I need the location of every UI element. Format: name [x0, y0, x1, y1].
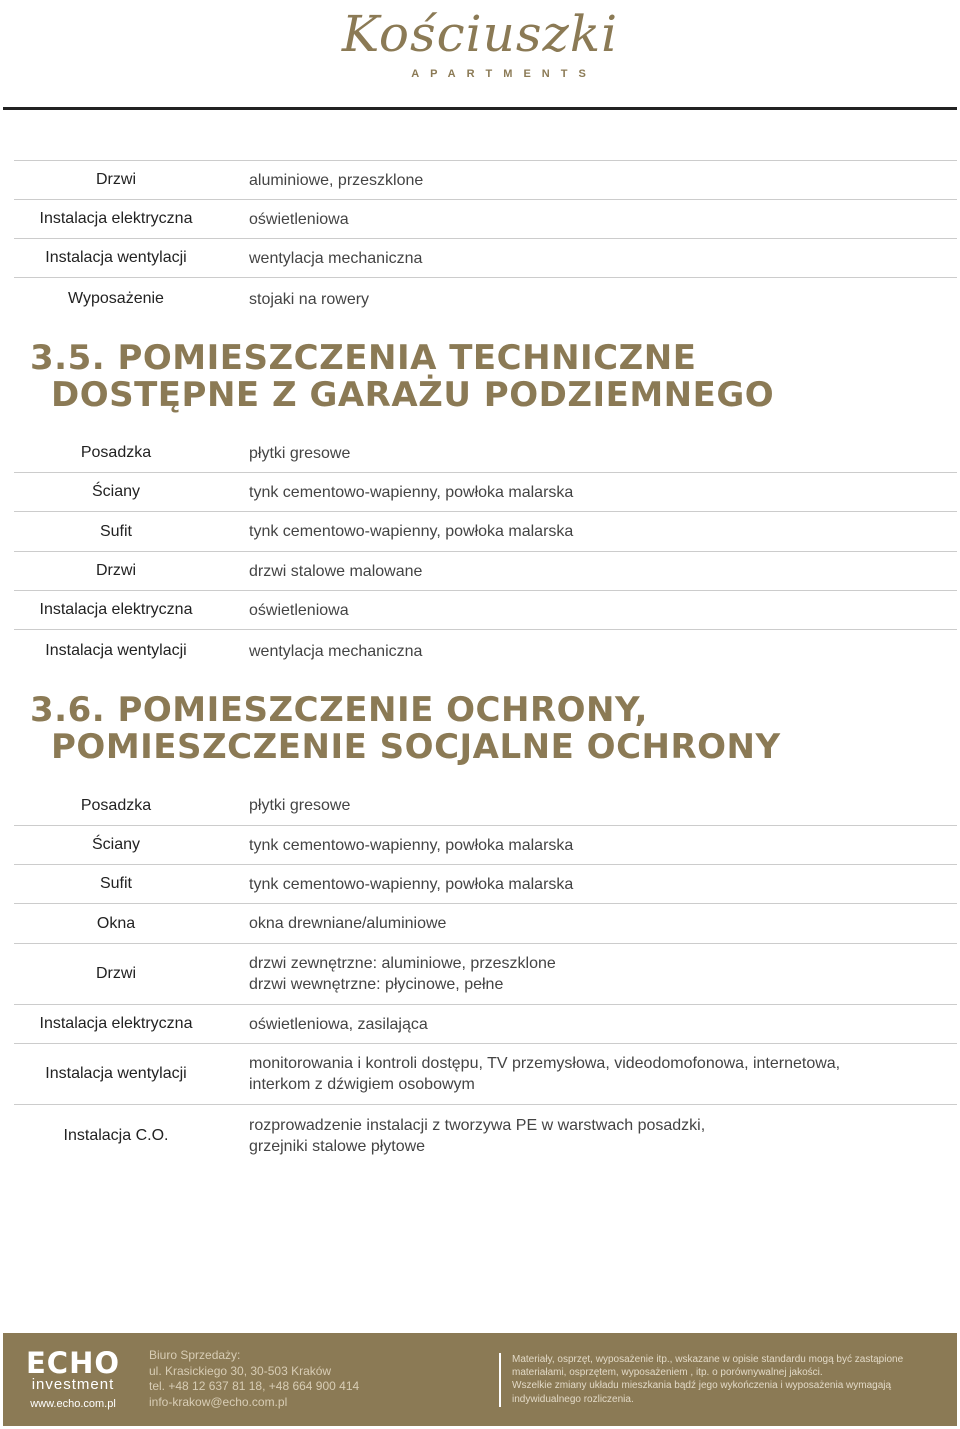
row-value-line: rozprowadzenie instalacji z tworzywa PE w warstwach posadzki,: [249, 1117, 706, 1134]
table-row: [14, 591, 957, 630]
row-value-line: monitorowania i kontroli dostępu, TV przemysłowa, videodomofonowa, internetowa,: [249, 1055, 841, 1072]
row-value: oświetleniowa, zasilająca: [249, 1015, 428, 1033]
row-value: okna drewniane/aluminiowe: [249, 915, 447, 932]
row-value-line: drzwi wewnętrzne: płycinowe, pełne: [249, 976, 504, 993]
table-row: [14, 826, 957, 865]
disclaimer-line: materiałami, osprzętem, wyposażeniem , itp. o porównywalnej jakości.: [512, 1367, 823, 1379]
spec-table-technical-rooms: [14, 434, 957, 672]
row-value: oświetleniowa: [249, 210, 349, 228]
table-row: [14, 434, 957, 473]
row-value-line: grzejniki stalowe płytowe: [249, 1138, 426, 1155]
section-title-line: 3.6. POMIESZCZENIE OCHRONY,: [30, 690, 648, 730]
section-title-3-5: [30, 340, 774, 414]
echo-logo-wordmark: ECHO: [25, 1346, 121, 1380]
row-value: drzwi stalowe malowane: [249, 562, 423, 580]
row-label: Instalacja C.O.: [63, 1127, 169, 1144]
row-value: aluminiowe, przeszklone: [249, 171, 424, 189]
row-value: [218, 1053, 840, 1095]
row-label: Posadzka: [80, 796, 152, 814]
footer-divider: [499, 1353, 501, 1407]
table-row: [14, 160, 957, 200]
table-row: [14, 473, 957, 512]
row-label: Sufit: [99, 875, 132, 892]
table-row: [14, 512, 957, 552]
row-label: Okna: [96, 914, 136, 932]
spec-table-garage: [14, 160, 957, 320]
disclaimer-line: Wszelkie zmiany układu mieszkania bądź jego wykończenia i wyposażenia wymagają: [512, 1380, 892, 1392]
echo-website-link[interactable]: www.echo.com.pl: [30, 1398, 116, 1410]
sales-office-contact: [149, 1348, 359, 1410]
row-label: Ściany: [91, 836, 141, 853]
row-label: Wyposażenie: [68, 290, 164, 307]
logo-subtitle: APARTMENTS: [411, 68, 597, 80]
footer-bar: [3, 1333, 957, 1426]
disclaimer-line: Materiały, osprzęt, wyposażenie itp., wskazane w opisie standardu mogą być zastąpione: [512, 1354, 904, 1365]
row-value: płytki gresowe: [249, 444, 351, 462]
row-value: tynk cementowo-wapienny, powłoka malarska: [249, 836, 574, 854]
table-row: [14, 200, 957, 239]
contact-address: ul. Krasickiego 30, 30-503 Kraków: [149, 1363, 332, 1378]
contact-email[interactable]: info-krakow@echo.com.pl: [149, 1394, 288, 1409]
header-divider: [3, 107, 957, 110]
row-value: płytki gresowe: [249, 797, 351, 814]
table-row: [14, 630, 957, 672]
row-label: Drzwi: [96, 562, 136, 579]
table-row: [14, 1044, 957, 1105]
table-row: [14, 278, 957, 320]
row-value: tynk cementowo-wapienny, powłoka malarska: [249, 483, 574, 501]
row-value-line: interkom z dźwigiem osobowym: [249, 1076, 475, 1093]
logo-script: Kościuszki: [341, 5, 619, 63]
row-value: tynk cementowo-wapienny, powłoka malarska: [249, 523, 574, 540]
row-label: Instalacja elektryczna: [39, 1015, 193, 1032]
spec-table-security-room: [14, 786, 957, 1167]
row-label: Instalacja wentylacji: [45, 249, 187, 266]
table-row: [14, 786, 957, 826]
row-value: [218, 953, 556, 995]
table-row: [14, 944, 957, 1005]
section-title-line: DOSTĘPNE Z GARAŻU PODZIEMNEGO: [51, 375, 775, 415]
table-row: [14, 552, 957, 591]
row-value: wentylacja mechaniczna: [249, 642, 423, 660]
section-title-line: 3.5. POMIESZCZENIA TECHNICZNE: [30, 338, 697, 378]
row-label: Instalacja wentylacji: [45, 642, 187, 659]
row-label: Sufit: [99, 522, 132, 540]
row-label: Drzwi: [96, 965, 136, 982]
disclaimer: [512, 1353, 942, 1406]
row-value: wentylacja mechaniczna: [249, 249, 423, 267]
row-value: [218, 1115, 705, 1157]
table-row: [14, 865, 957, 904]
table-row: [14, 1005, 957, 1044]
row-value: oświetleniowa: [249, 601, 349, 619]
table-row: [14, 904, 957, 944]
section-title-line: POMIESZCZENIE SOCJALNE OCHRONY: [51, 727, 781, 767]
contact-phone: tel. +48 12 637 81 18, +48 664 900 414: [149, 1379, 360, 1393]
table-row: [14, 239, 957, 278]
row-value-line: drzwi zewnętrzne: aluminiowe, przeszklone: [249, 955, 556, 972]
row-label: Ściany: [91, 483, 141, 500]
table-row: [14, 1105, 957, 1167]
row-value: stojaki na rowery: [249, 290, 370, 308]
row-label: Instalacja wentylacji: [45, 1065, 187, 1082]
echo-investment-logo: [23, 1346, 123, 1413]
row-label: Posadzka: [80, 444, 152, 461]
echo-logo-subtitle: investment: [31, 1376, 115, 1393]
disclaimer-line: indywidualnego rozliczenia.: [512, 1393, 634, 1405]
contact-heading: Biuro Sprzedaży:: [149, 1348, 241, 1362]
logo: [0, 0, 960, 100]
row-label: Instalacja elektryczna: [39, 601, 193, 618]
section-title-3-6: [30, 692, 781, 766]
row-label: Instalacja elektryczna: [39, 210, 193, 227]
row-label: Drzwi: [96, 171, 136, 188]
row-value: tynk cementowo-wapienny, powłoka malarska: [249, 875, 574, 893]
